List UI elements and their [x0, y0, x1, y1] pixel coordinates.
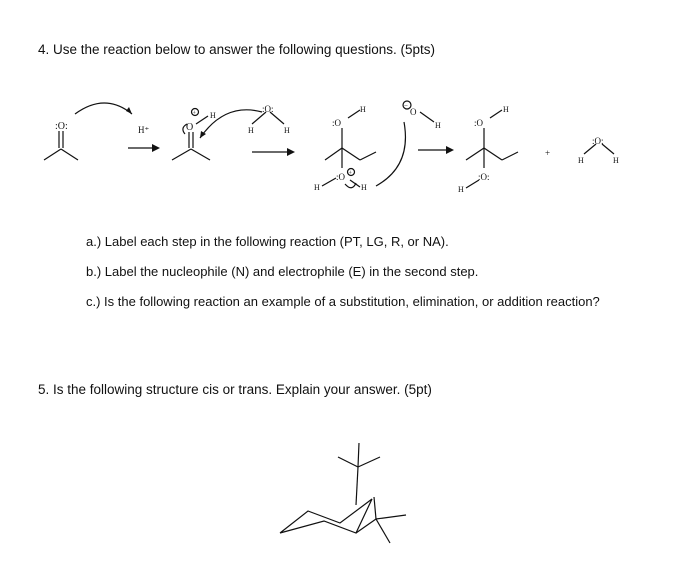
- reaction-scheme: [0, 88, 700, 288]
- svg-text:H: H: [613, 156, 619, 165]
- svg-text:H: H: [284, 126, 290, 135]
- svg-text::O: :O: [474, 118, 483, 128]
- water-molecule-1: [248, 104, 290, 135]
- svg-text:H: H: [578, 156, 584, 165]
- reaction-arrow-3: [418, 146, 454, 154]
- svg-text::O: :O: [332, 118, 341, 128]
- svg-text:H: H: [435, 121, 441, 130]
- question-4-prompt: 4. Use the reaction below to answer the following questions. (5pts): [38, 42, 435, 57]
- equatorial-tert-butyl-group: [356, 497, 406, 543]
- question-4c: c.) Is the following reaction an example of a substitution, elimination, or addition reaction?: [86, 294, 600, 309]
- plus-sign: +: [545, 148, 551, 158]
- svg-text:+: +: [192, 110, 196, 117]
- hydroxide-molecule: [403, 101, 441, 130]
- reaction-arrow-2: [252, 148, 295, 156]
- svg-text:H: H: [361, 183, 367, 192]
- acid-reagent-label: H⁺: [138, 125, 150, 135]
- svg-text:O: O: [186, 122, 194, 133]
- svg-text:O: O: [410, 107, 417, 117]
- svg-text:H: H: [503, 105, 509, 114]
- svg-text:H: H: [248, 126, 254, 135]
- svg-text:H: H: [314, 183, 320, 192]
- cyclohexane-chair-structure: [270, 435, 470, 565]
- question-4b: b.) Label the nucleophile (N) and electrophile (E) in the second step.: [86, 264, 479, 279]
- question-5-prompt: 5. Is the following structure cis or trans. Explain your answer. (5pt): [38, 382, 432, 397]
- svg-text:−: −: [404, 102, 408, 110]
- svg-text::O:: :O:: [478, 172, 490, 182]
- svg-text:H: H: [360, 105, 366, 114]
- oxonium-intermediate-molecule: [314, 105, 376, 192]
- reaction-arrow-1: [128, 144, 160, 152]
- svg-text:H: H: [210, 111, 216, 120]
- svg-text:H: H: [458, 185, 464, 194]
- curved-arrow-step-3: [376, 122, 405, 186]
- svg-text::O: :O: [336, 172, 345, 182]
- question-4a: a.) Label each step in the following reaction (PT, LG, R, or NA).: [86, 234, 449, 249]
- acetone-molecule: [44, 103, 132, 160]
- water-molecule-2: [578, 136, 619, 165]
- axial-tert-butyl-group: [338, 443, 380, 505]
- hydrate-product-molecule: [458, 105, 518, 194]
- svg-text::O:: :O:: [592, 136, 604, 146]
- svg-text::O:: :O:: [262, 104, 274, 114]
- svg-text:+: +: [348, 170, 352, 177]
- svg-text::O:: :O:: [55, 121, 68, 132]
- chair-ring: [280, 499, 372, 533]
